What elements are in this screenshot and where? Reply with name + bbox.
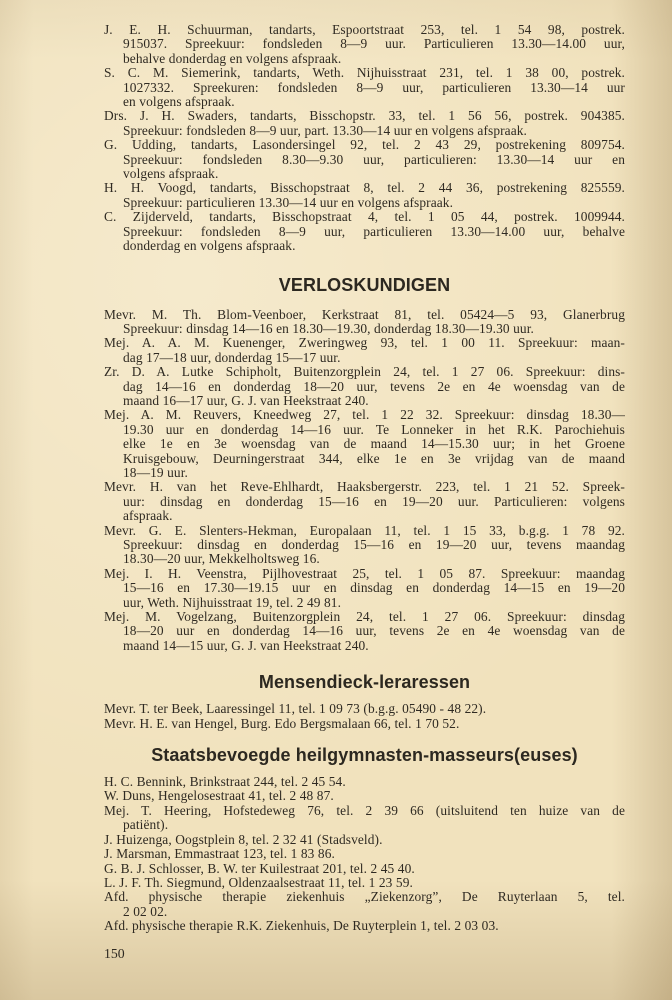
entry-line: uur: dinsdag en donderdag 15—16 en 19—20 uur. Particulieren: volgens (123, 493, 625, 509)
entry-line: Mevr. T. ter Beek, Laaressingel 11, tel. 1 09 73 (b.g.g. 05490 - 48 22). (104, 701, 487, 717)
entry-line: Mej. A. M. Reuvers, Kneedweg 27, tel. 1 22 32. Spreekuur: dinsdag 18.30— (104, 407, 625, 423)
entry-line: H. H. Voogd, tandarts, Bisschopstraat 8, tel. 2 44 36, postrekening 825559. (104, 180, 625, 196)
directory-entry (104, 702, 625, 716)
entry-line: Kruisgebouw, Deurningerstraat 344, elke 1e en 3e vrijdag van de maand (123, 450, 625, 466)
entry-line: Mevr. H. van het Reve-Ehlhardt, Haaksbergerstr. 223, tel. 1 21 52. Spreek- (104, 479, 625, 495)
entry-line: G. Udding, tandarts, Lasondersingel 92, tel. 2 43 29, postrekening 809754. (104, 137, 625, 153)
entry-line: Spreekuur: dinsdag en donderdag 15—16 en 19—20 uur, tevens maandag (123, 537, 625, 552)
entry-line: 18—20 uur en donderdag 14—16 uur, tevens 2e en 4e woensdag van de (123, 623, 625, 639)
entry-line: Zr. D. A. Lutke Schipholt, Buitenzorgplein 24, tel. 1 27 06. Spreekuur: dins- (104, 364, 625, 380)
entry-line: afspraak. (123, 508, 173, 524)
directory-entry (104, 919, 625, 933)
entry-line: L. J. F. Th. Siegmund, Oldenzaalsestraat 11, tel. 1 23 59. (104, 874, 413, 890)
entry-line: uur, Weth. Nijhuisstraat 19, tel. 2 49 81. (123, 594, 342, 610)
directory-entry (104, 847, 625, 861)
entry-line: G. B. J. Schlosser, B. W. ter Kuilestraat 201, tel. 2 45 40. (104, 860, 415, 876)
entry-line: Spreekuur: fondsleden 8.30—9.30 uur, particulieren: 13.30—14 uur en (123, 151, 625, 167)
entry-line: 1027332. Spreekuren: fondsleden 8—9 uur, particulieren 13.30—14 uur (123, 79, 625, 95)
entry-line: C. Zijderveld, tandarts, Bisschopstraat 4, tel. 1 05 44, postrek. 1009944. (104, 209, 625, 225)
directory-entry (104, 308, 625, 337)
entry-line: Spreekuur: dinsdag 14—16 en 18.30—19.30, donderdag 18.30—19.30 uur. (123, 320, 534, 336)
directory-entry (104, 210, 625, 253)
directory-entry (104, 890, 625, 919)
entry-line: 19.30 uur en donderdag 14—16 uur. Te Lonneker in het R.K. Parochiehuis (123, 421, 625, 437)
entry-line: Spreekuur: fondsleden 8—9 uur, particulieren 13.30—14.00 uur, behalve (123, 223, 625, 239)
entry-line: 18—19 uur. (123, 464, 188, 480)
directory-entry (104, 365, 625, 408)
entry-line: W. Duns, Hengelosestraat 41, tel. 2 48 87. (104, 788, 334, 804)
directory-section (104, 274, 625, 654)
section-heading: Mensendieck-leraressen (258, 672, 471, 693)
directory-entry (104, 480, 625, 523)
entry-line: Afd. physische therapie ziekenhuis „Ziekenzorg”, De Ruyterlaan 5, tel. (104, 889, 625, 905)
directory-entry (104, 66, 625, 109)
entry-line: Spreekuur: particulieren 13.30—14 uur en volgens afspraak. (123, 194, 454, 210)
entry-line: Mevr. G. E. Slenters-Hekman, Europalaan 11, tel. 1 15 33, b.g.g. 1 78 92. (104, 522, 625, 538)
entry-line: 915037. Spreekuur: fondsleden 8—9 uur. Particulieren 13.30—14.00 uur, (123, 36, 625, 52)
entry-line: donderdag en volgens afspraak. (123, 238, 296, 254)
entry-line: 18.30—20 uur, Mekkelholtsweg 16. (123, 551, 320, 567)
entry-line: Mej. T. Heering, Hofstedeweg 76, tel. 2 39 66 (uitsluitend ten huize van de (104, 802, 625, 818)
entry-line: Mevr. H. E. van Hengel, Burg. Edo Bergsmalaan 66, tel. 1 70 52. (104, 715, 460, 731)
entry-line: behalve donderdag en volgens afspraak. (123, 50, 342, 66)
directory-entry (104, 876, 625, 890)
entry-line: J. Huizenga, Oogstplein 8, tel. 2 32 41 (Stadsveld). (104, 831, 383, 847)
entry-line: Mej. I. H. Veenstra, Pijlhovestraat 25, tel. 1 05 87. Spreekuur: maandag (104, 565, 625, 581)
directory-entry (104, 524, 625, 567)
entry-line: patiënt). (123, 817, 169, 833)
directory-entry (104, 862, 625, 876)
entry-line: Afd. physische therapie R.K. Ziekenhuis, De Ruyterplein 1, tel. 2 03 03. (104, 918, 499, 934)
entry-line: Spreekuur: fondsleden 8—9 uur, part. 13.30—14 uur en volgens afspraak. (123, 122, 527, 138)
directory-entry (104, 610, 625, 653)
directory-entry (104, 109, 625, 138)
directory-entry (104, 181, 625, 210)
directory-entry (104, 138, 625, 181)
section-heading: Staatsbevoegde heilgymnasten-masseurs(euses) (151, 745, 578, 766)
entry-line: H. C. Bennink, Brinkstraat 244, tel. 2 45 54. (104, 774, 346, 790)
directory-section (104, 23, 625, 254)
directory-entry (104, 775, 625, 789)
directory-entry (104, 336, 625, 365)
entry-line: dag 14—16 en donderdag 18—20 uur, tevens 2e en 4e woensdag van de (123, 378, 625, 394)
entry-line: 2 02 02. (123, 903, 168, 919)
entry-line: S. C. M. Siemerink, tandarts, Weth. Nijhuisstraat 231, tel. 1 38 00, postrek. (104, 65, 625, 81)
entry-line: J. Marsman, Emmastraat 123, tel. 1 83 86. (104, 846, 335, 862)
section-heading: VERLOSKUNDIGEN (278, 274, 451, 295)
directory-entry (104, 804, 625, 833)
entry-line: Drs. J. H. Swaders, tandarts, Bisschopstr. 33, tel. 1 56 56, postrek. 904385. (104, 108, 625, 124)
directory-entry (104, 23, 625, 66)
directory-entry (104, 717, 625, 731)
entry-line: Mevr. M. Th. Blom-Veenboer, Kerkstraat 81, tel. 05424—5 93, Glanerbrug (104, 306, 625, 322)
entry-line: maand 14—15 uur, G. J. van Heekstraat 240. (123, 637, 369, 653)
directory-entry (104, 789, 625, 803)
directory-section (104, 744, 625, 933)
entry-line: volgens afspraak. (123, 166, 219, 182)
entry-line: dag 17—18 uur, donderdag 15—17 uur. (123, 349, 341, 365)
directory-section (104, 671, 625, 731)
entry-line: 15—16 en 17.30—19.15 uur en dinsdag en donderdag 14—15 en 19—20 (123, 580, 625, 596)
directory-entry (104, 408, 625, 480)
entry-line: Mej. M. Vogelzang, Buitenzorgplein 24, tel. 1 27 06. Spreekuur: dinsdag (104, 609, 625, 625)
entry-line: J. E. H. Schuurman, tandarts, Espoortstraat 253, tel. 1 54 98, postrek. (104, 22, 625, 37)
entry-line: en volgens afspraak. (123, 94, 235, 110)
directory-entry (104, 567, 625, 610)
page-number: 150 (104, 946, 125, 961)
directory-entry (104, 833, 625, 847)
entry-line: Mej. A. A. M. Kuenenger, Zweringweg 93, tel. 1 00 11. Spreekuur: maan- (104, 335, 625, 351)
entry-line: elke 1e en 3e woensdag van de maand 14—15.30 uur; in het Groene (123, 436, 625, 452)
entry-line: maand 16—17 uur, G. J. van Heekstraat 240. (123, 392, 369, 408)
directory-content (104, 23, 625, 934)
